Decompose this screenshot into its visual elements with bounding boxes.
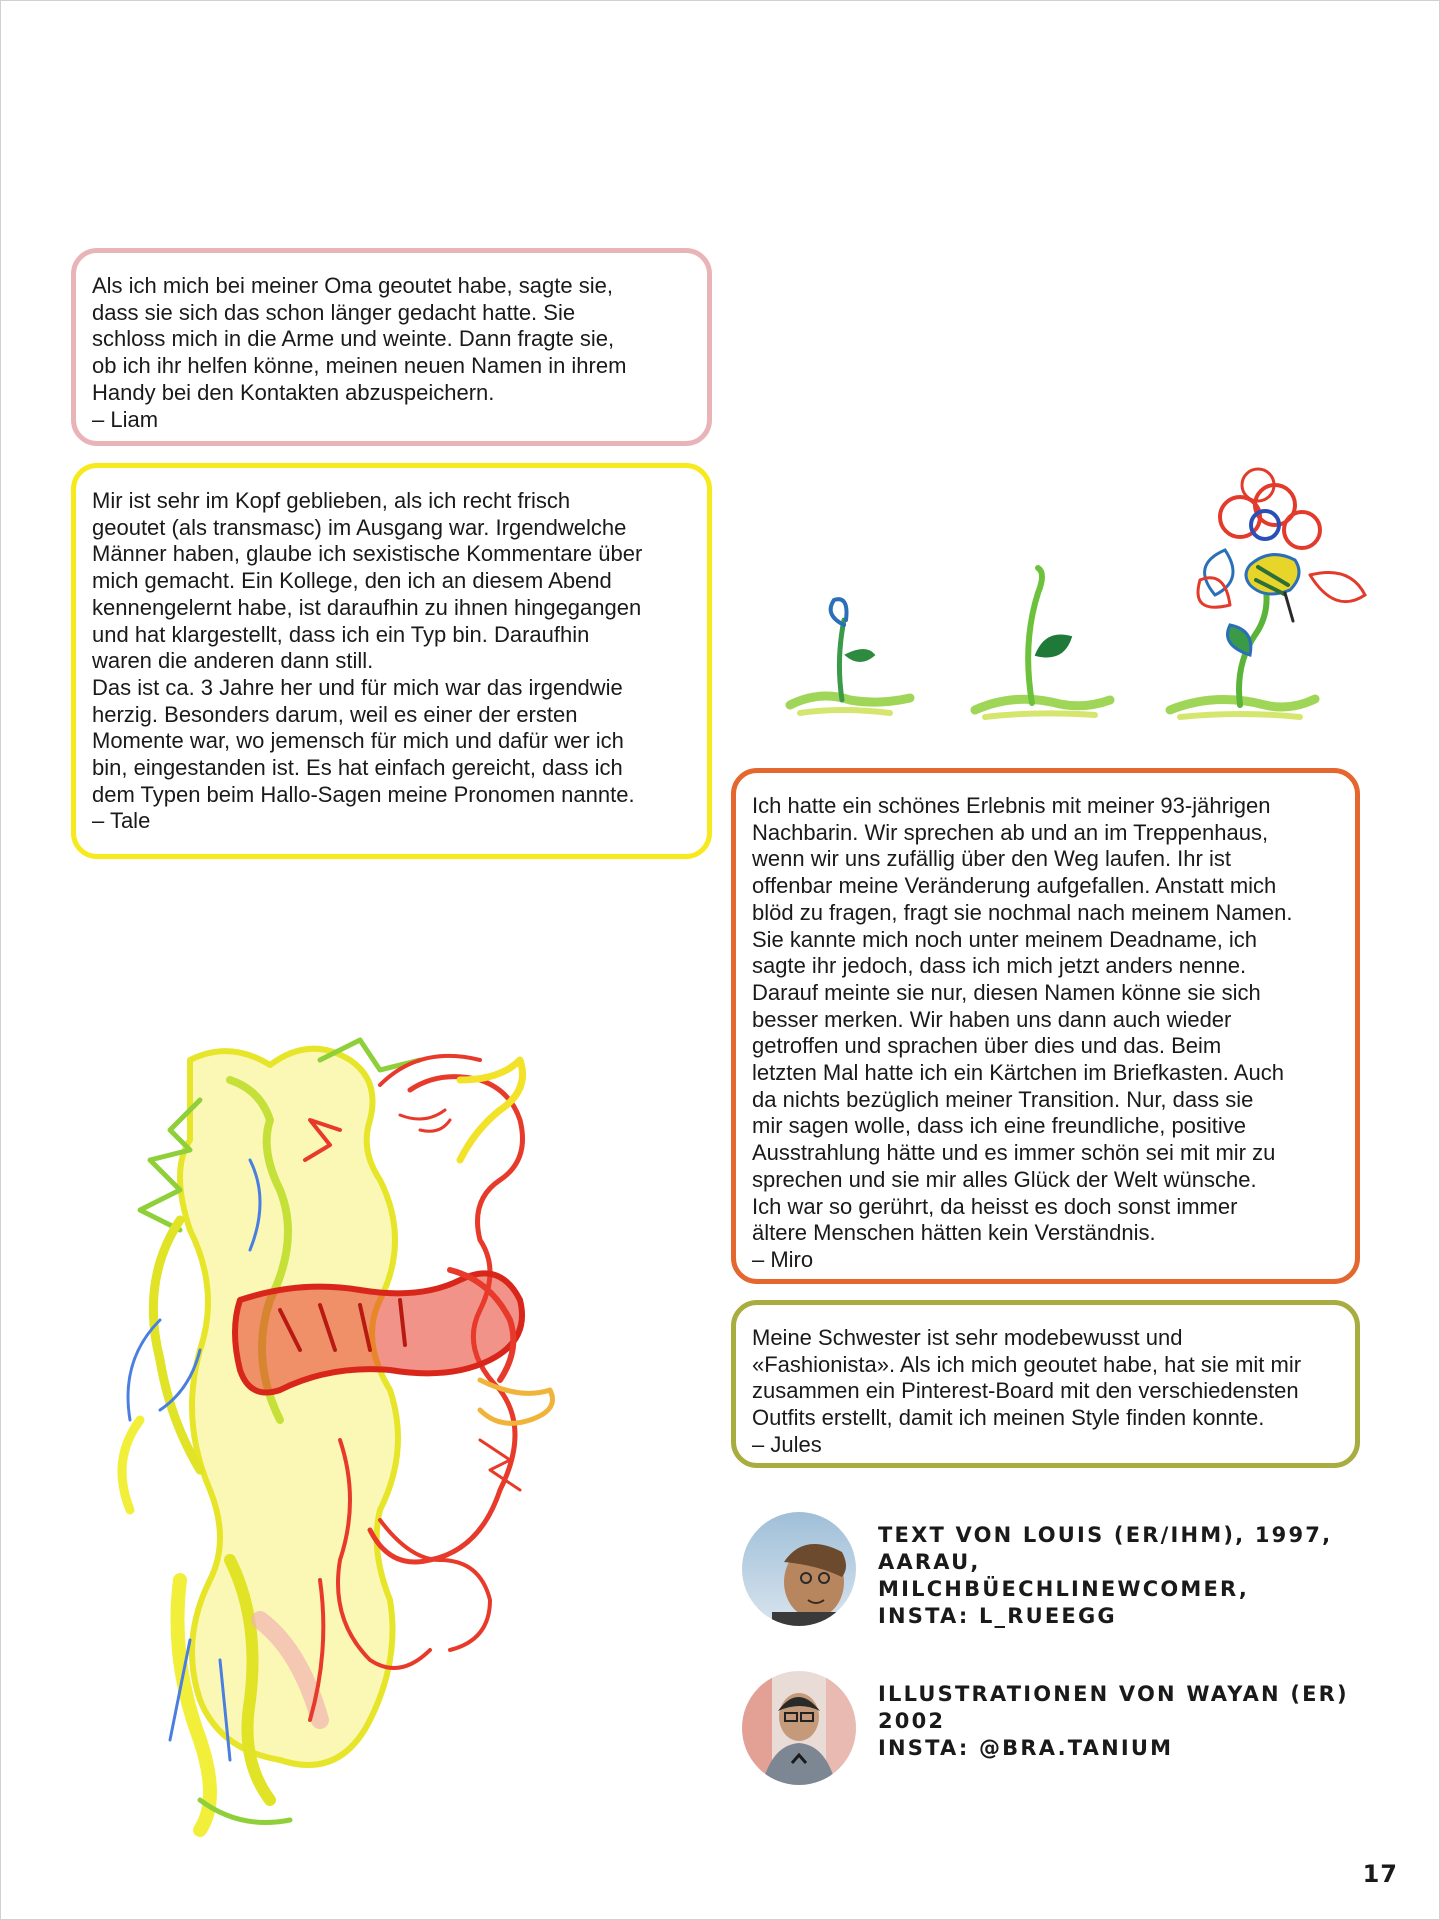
credit-illustrator — [742, 1671, 1382, 1785]
flower — [1170, 469, 1365, 717]
avatar — [742, 1671, 856, 1785]
sprout-2 — [975, 568, 1110, 717]
quote-author: – Miro — [752, 1246, 814, 1272]
quote-text: Als ich mich bei meiner Oma geoutet habe, sagte sie, dass sie sich das schon länger gedacht hatte. Sie schloss mich in die Arme und weinte. Dann fragte sie, ob ich ihr helfen könne, meinen neuen Namen in ihrem Handy bei den Kontakten abzuspeichern. — [92, 273, 627, 405]
quote-box-miro — [731, 768, 1360, 1284]
sprout-1 — [790, 599, 910, 713]
avatar — [742, 1512, 856, 1626]
quote-author: – Jules — [752, 1431, 822, 1457]
credit-text: TEXT VON LOUIS (ER/IHM), 1997, AARAU, MILCHBÜECHLINEWCOMER, INSTA: L_RUEEGG — [878, 1523, 1333, 1628]
quote-text: Meine Schwester ist sehr modebewusst und «Fashionista». Als ich mich geoutet habe, hat sie mit mir zusammen ein Pinterest-Board mit den verschiedensten Outfits erstellt, damit ich meinen Style finden konnte. — [752, 1325, 1302, 1431]
quote-text: Mir ist sehr im Kopf geblieben, als ich recht frisch geoutet (als transmasc) im Ausgang war. Irgendwelche Männer haben, glaube ich sexistische Kommentare über mich gemacht. Ein Kollege, den ich an diesem Abend kennengelernt habe, ist daraufhin zu ihnen hingegangen und hat klargestellt, dass ich ein Typ bin. Daraufhin waren die anderen dann still. Das ist ca. 3 Jahre her und für mich war das irgendwie herzig. Besonders darum, weil es einer der ersten Momente war, wo jemensch für mich und dafür wer ich bin, eingestanden ist. Es hat einfach gereicht, dass ich dem Typen beim Hallo-Sagen meine Pronomen nannte. — [92, 488, 643, 807]
quote-box-jules — [731, 1300, 1360, 1468]
hugging-figures-illustration — [80, 1020, 640, 1860]
quote-box-liam — [71, 248, 712, 446]
quote-text: Ich hatte ein schönes Erlebnis mit meiner 93-jährigen Nachbarin. Wir sprechen ab und an im Treppenhaus, wenn wir uns zufällig über den Weg laufen. Ihr ist offenbar meine Veränderung aufgefallen. Anstatt mich blöd zu fragen, fragt sie nochmal nach meinem Namen. Sie kannte mich noch unter meinem Deadname, ich sagte ihr jedoch, dass ich mich jetzt anders nenne. Darauf meinte sie nur, diesen Namen könne sie sich besser merken. Wir haben uns dann auch wieder getroffen und sprachen über dies und das. Beim letzten Mal hatte ich ein Kärtchen im Briefkasten. Auch da nichts bezüglich meiner Transition. Nur, dass sie mir sagen wolle, dass ich eine freundliche, positive Ausstrahlung hätte und es immer schön sei mit mir zu sprechen und sie mir alles Glück der Welt wünsche. Ich war so gerührt, da heisst es doch sonst immer ältere Menschen hätten kein Verständnis. — [752, 793, 1293, 1246]
quote-author: – Liam — [92, 406, 159, 432]
page-number: 17 — [1362, 1860, 1398, 1888]
sprout-flower-illustration — [770, 455, 1370, 735]
quote-author: – Tale — [92, 808, 151, 834]
credit-text: ILLUSTRATIONEN VON WAYAN (ER) 2002 INSTA: @BRA.TANIUM — [878, 1682, 1349, 1760]
quote-box-tale — [71, 463, 712, 859]
credit-author — [742, 1512, 1382, 1626]
